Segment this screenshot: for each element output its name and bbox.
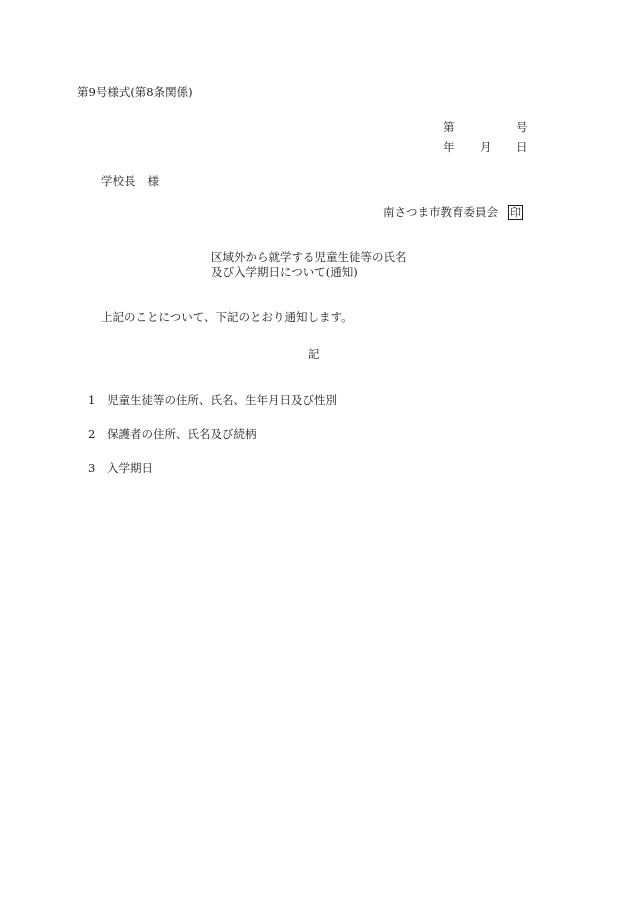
recipient-name: 学校長 (101, 174, 136, 188)
issue-number-prefix: 第 (443, 120, 455, 134)
subject-line-2: 及び入学期日について(通知) (211, 265, 358, 279)
issue-number-suffix: 号 (516, 120, 528, 134)
list-item-text: 保護者の住所、氏名及び続柄 (107, 427, 257, 441)
issue-date-year: 年 (443, 140, 455, 154)
recipient (101, 175, 159, 189)
issue-date-day: 日 (516, 140, 528, 154)
recipient-honorific: 様 (147, 174, 159, 188)
sender (383, 205, 523, 220)
list-item-text: 児童生徒等の住所、氏名、生年月日及び性別 (107, 393, 337, 407)
list-item (88, 394, 337, 408)
list-item (88, 428, 257, 442)
seal-stamp: 印 (510, 206, 521, 219)
list-item-number: 2 (88, 427, 96, 441)
form-label: 第9号様式(第8条関係) (77, 85, 193, 99)
body-text: 上記のことについて、下記のとおり通知します。 (101, 310, 353, 324)
sender-name: 南さつま市教育委員会 (383, 205, 498, 219)
ki-heading: 記 (308, 347, 320, 361)
issue-date-month: 月 (480, 140, 492, 154)
list-item-number: 1 (88, 393, 96, 407)
subject-line-1: 区域外から就学する児童生徒等の氏名 (211, 250, 407, 264)
list-item-text: 入学期日 (107, 461, 153, 475)
list-item (88, 462, 153, 476)
list-item-number: 3 (88, 461, 96, 475)
